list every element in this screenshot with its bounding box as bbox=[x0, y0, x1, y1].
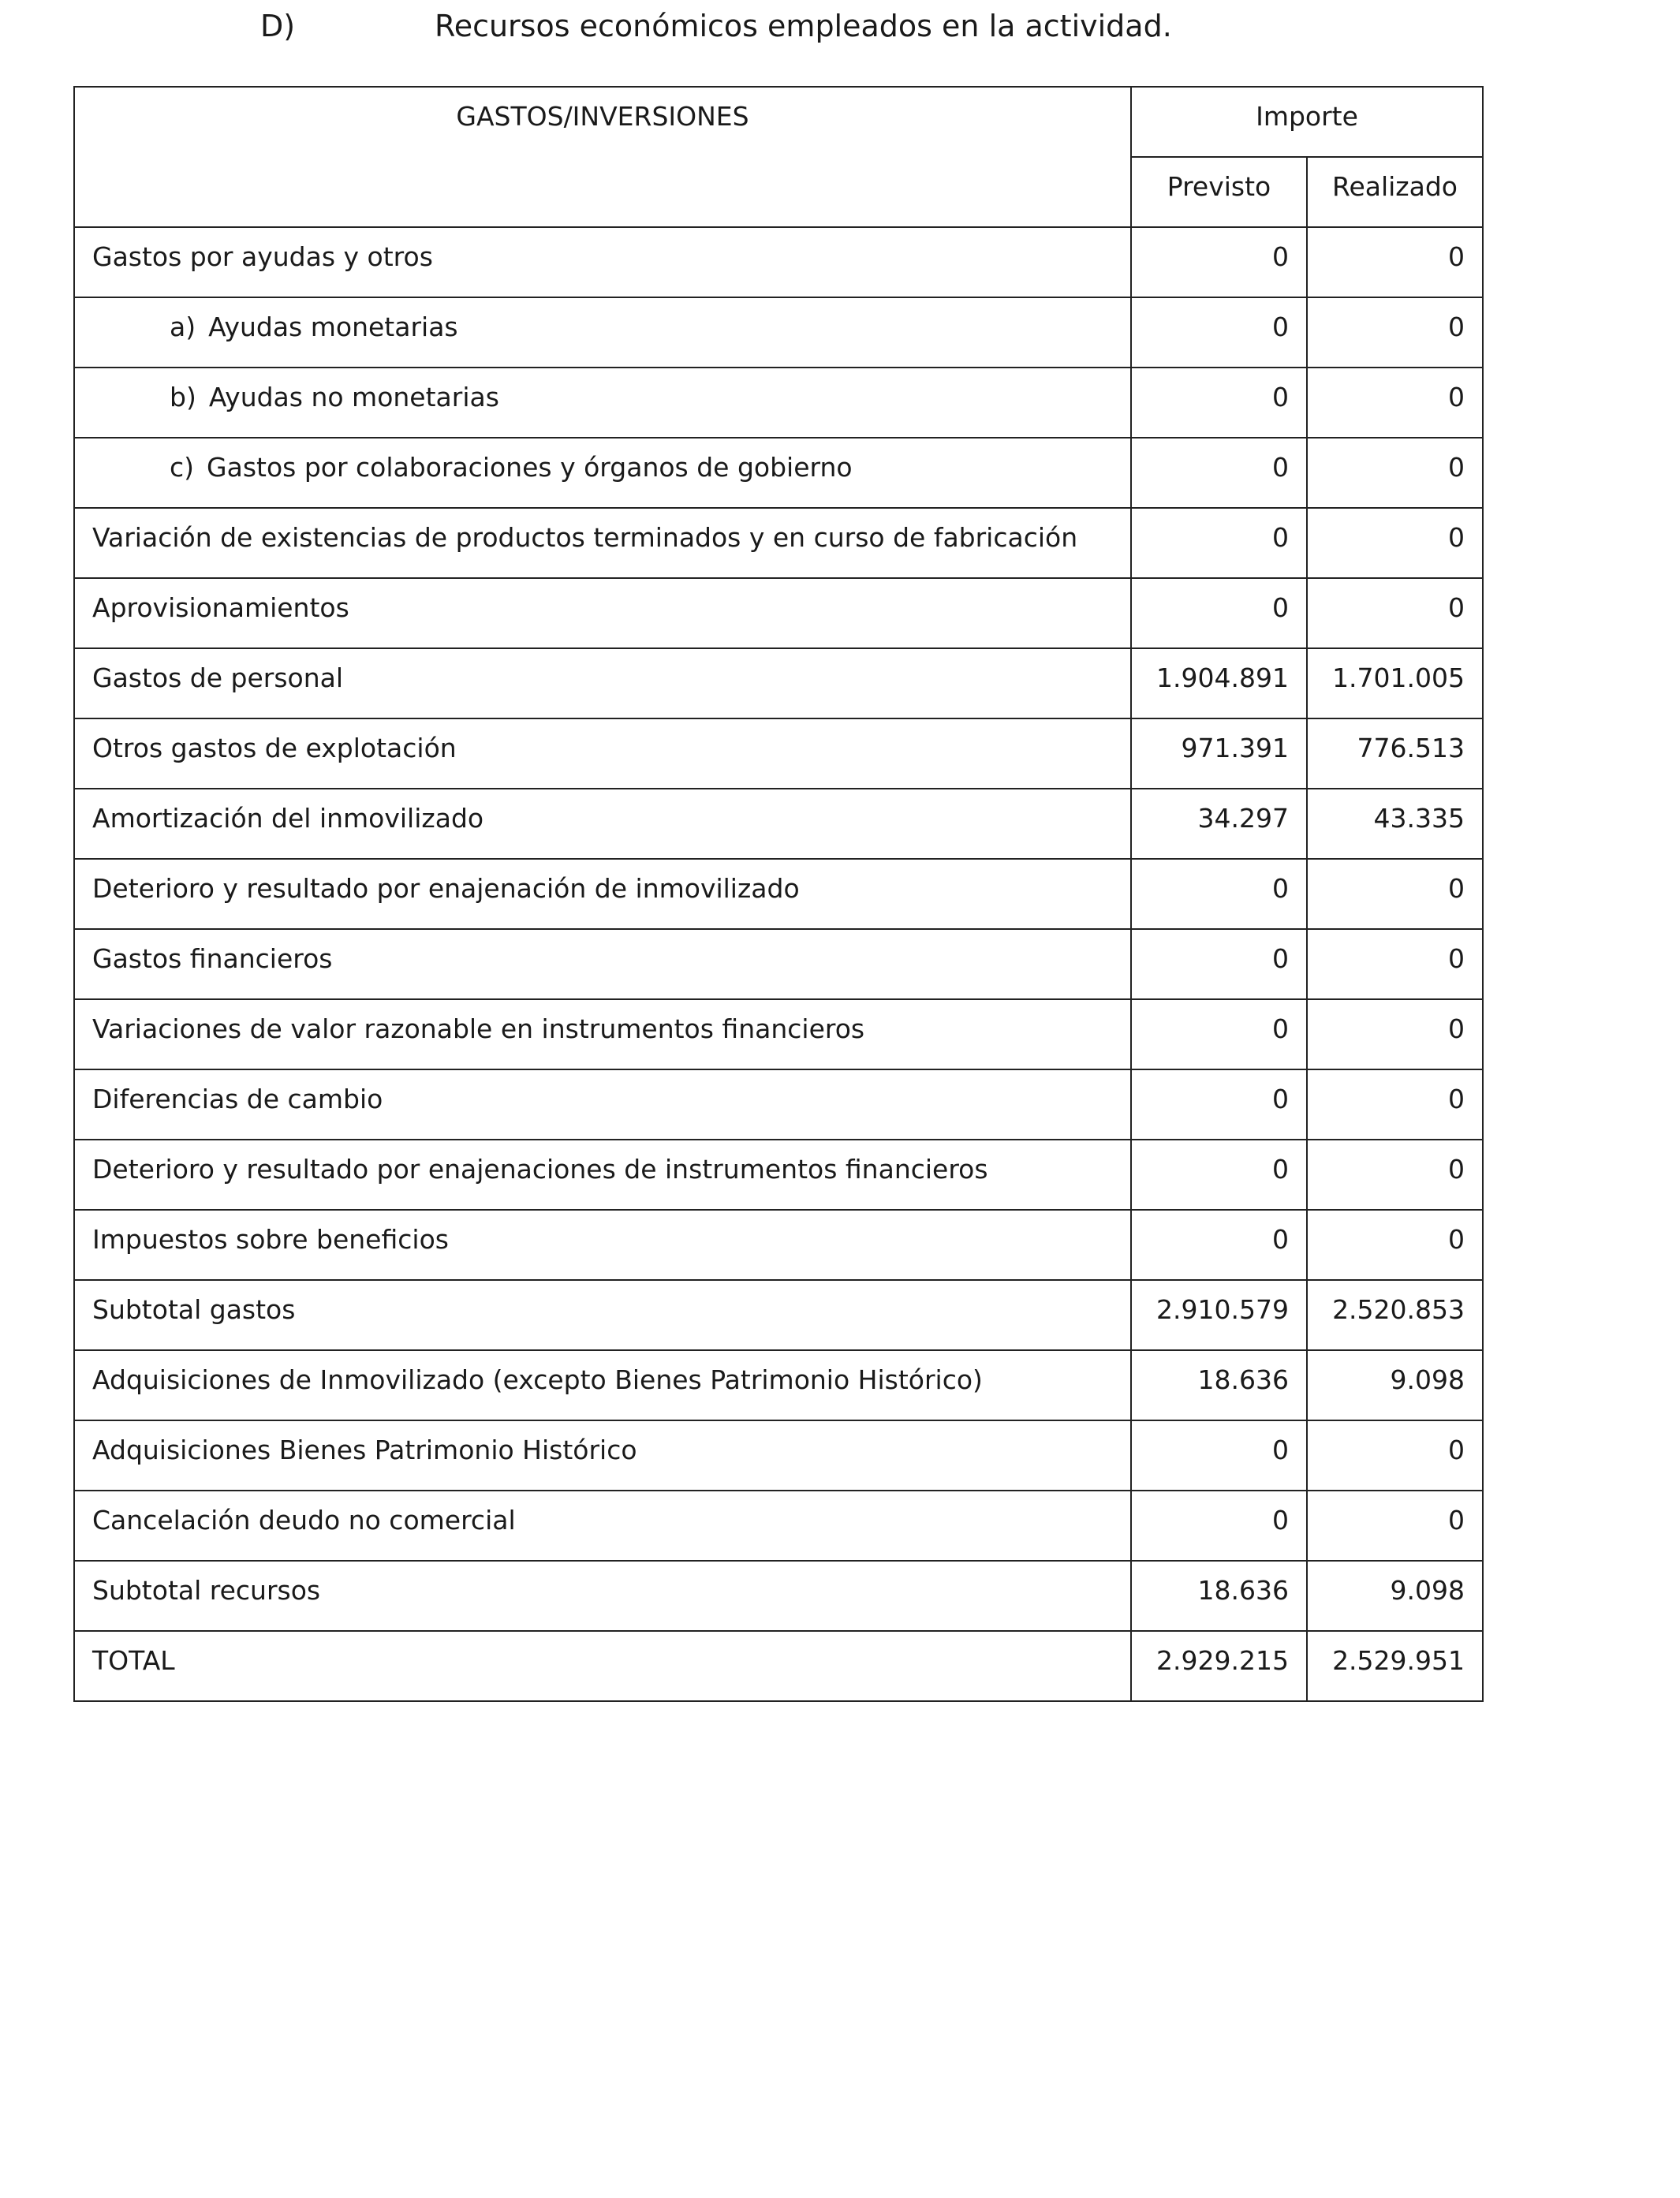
row-label: Adquisiciones Bienes Patrimonio Histórico bbox=[92, 1435, 637, 1465]
row-label-cell bbox=[74, 1140, 1131, 1210]
row-realizado-value: 0 bbox=[1307, 508, 1483, 578]
row-label: Gastos financieros bbox=[92, 943, 333, 974]
row-label: Diferencias de cambio bbox=[92, 1084, 383, 1114]
row-label: Ayudas monetarias bbox=[208, 312, 458, 342]
row-realizado-value: 0 bbox=[1307, 929, 1483, 999]
row-label-cell bbox=[74, 859, 1131, 929]
row-realizado-value: 2.520.853 bbox=[1307, 1280, 1483, 1350]
table-row bbox=[74, 1069, 1483, 1140]
table-row bbox=[74, 1491, 1483, 1561]
row-previsto-value: 0 bbox=[1131, 578, 1307, 648]
row-realizado-value: 0 bbox=[1307, 859, 1483, 929]
table-row bbox=[74, 438, 1483, 508]
row-previsto-value: 2.929.215 bbox=[1131, 1631, 1307, 1701]
row-label-cell bbox=[74, 368, 1131, 438]
table-row bbox=[74, 789, 1483, 859]
row-label: TOTAL bbox=[92, 1645, 175, 1676]
row-label: Amortización del inmovilizado bbox=[92, 803, 484, 834]
row-label-cell bbox=[74, 1069, 1131, 1140]
row-previsto-value: 18.636 bbox=[1131, 1561, 1307, 1631]
table-row bbox=[74, 859, 1483, 929]
row-label-cell bbox=[74, 227, 1131, 297]
row-label: Adquisiciones de Inmovilizado (excepto Bienes Patrimonio Histórico) bbox=[92, 1364, 983, 1395]
row-realizado-value: 9.098 bbox=[1307, 1561, 1483, 1631]
row-realizado-value: 0 bbox=[1307, 297, 1483, 368]
row-previsto-value: 0 bbox=[1131, 368, 1307, 438]
row-previsto-value: 18.636 bbox=[1131, 1350, 1307, 1420]
row-realizado-value: 43.335 bbox=[1307, 789, 1483, 859]
row-previsto-value: 0 bbox=[1131, 297, 1307, 368]
row-label-cell bbox=[74, 929, 1131, 999]
row-previsto-value: 971.391 bbox=[1131, 718, 1307, 789]
row-label-cell bbox=[74, 1491, 1131, 1561]
row-label: Variaciones de valor razonable en instrumentos financieros bbox=[92, 1013, 865, 1044]
row-previsto-value: 0 bbox=[1131, 1140, 1307, 1210]
row-previsto-value: 2.910.579 bbox=[1131, 1280, 1307, 1350]
table-row bbox=[74, 1280, 1483, 1350]
row-label-cell bbox=[74, 578, 1131, 648]
row-label-cell bbox=[74, 1210, 1131, 1280]
table-row bbox=[74, 999, 1483, 1069]
row-previsto-value: 0 bbox=[1131, 1069, 1307, 1140]
row-label-cell bbox=[74, 1280, 1131, 1350]
row-label: Aprovisionamientos bbox=[92, 592, 349, 623]
row-realizado-value: 2.529.951 bbox=[1307, 1631, 1483, 1701]
row-realizado-value: 0 bbox=[1307, 368, 1483, 438]
row-label: Ayudas no monetarias bbox=[208, 382, 499, 412]
row-previsto-value: 0 bbox=[1131, 1420, 1307, 1491]
row-list-marker: c) bbox=[170, 452, 195, 483]
row-label-cell bbox=[74, 1561, 1131, 1631]
row-realizado-value: 0 bbox=[1307, 438, 1483, 508]
row-list-marker: b) bbox=[170, 382, 196, 412]
row-label: Gastos de personal bbox=[92, 662, 344, 693]
table-row bbox=[74, 718, 1483, 789]
row-label: Gastos por ayudas y otros bbox=[92, 241, 433, 272]
row-label: Gastos por colaboraciones y órganos de gobierno bbox=[207, 452, 853, 483]
row-previsto-value: 0 bbox=[1131, 438, 1307, 508]
row-label-cell bbox=[74, 508, 1131, 578]
row-previsto-value: 0 bbox=[1131, 859, 1307, 929]
table-row bbox=[74, 929, 1483, 999]
table-body bbox=[74, 227, 1483, 1701]
row-label: Otros gastos de explotación bbox=[92, 733, 457, 763]
row-label-cell bbox=[74, 1420, 1131, 1491]
row-realizado-value: 0 bbox=[1307, 999, 1483, 1069]
table-row bbox=[74, 1631, 1483, 1701]
table-row bbox=[74, 227, 1483, 297]
row-previsto-value: 0 bbox=[1131, 1210, 1307, 1280]
table-row bbox=[74, 1561, 1483, 1631]
table-row bbox=[74, 508, 1483, 578]
row-realizado-value: 0 bbox=[1307, 1069, 1483, 1140]
row-realizado-value: 0 bbox=[1307, 1210, 1483, 1280]
row-previsto-value: 1.904.891 bbox=[1131, 648, 1307, 718]
row-previsto-value: 0 bbox=[1131, 929, 1307, 999]
header-previsto: Previsto bbox=[1131, 157, 1307, 227]
row-realizado-value: 0 bbox=[1307, 578, 1483, 648]
table-row bbox=[74, 578, 1483, 648]
row-label: Cancelación deudo no comercial bbox=[92, 1505, 516, 1536]
row-realizado-value: 0 bbox=[1307, 227, 1483, 297]
table-header-row bbox=[74, 87, 1483, 157]
header-realizado: Realizado bbox=[1307, 157, 1483, 227]
table-row bbox=[74, 297, 1483, 368]
row-label-cell bbox=[74, 297, 1131, 368]
row-previsto-value: 0 bbox=[1131, 999, 1307, 1069]
table-row bbox=[74, 368, 1483, 438]
row-label-cell bbox=[74, 438, 1131, 508]
header-gastos-inversiones: GASTOS/INVERSIONES bbox=[74, 87, 1131, 227]
row-realizado-value: 9.098 bbox=[1307, 1350, 1483, 1420]
row-list-marker: a) bbox=[170, 312, 196, 342]
row-label-cell bbox=[74, 648, 1131, 718]
row-label-cell bbox=[74, 718, 1131, 789]
section-heading bbox=[0, 6, 1680, 46]
row-label: Subtotal recursos bbox=[92, 1575, 321, 1606]
section-title: Recursos económicos empleados en la actividad. bbox=[435, 9, 1172, 43]
row-realizado-value: 0 bbox=[1307, 1420, 1483, 1491]
table-row bbox=[74, 1350, 1483, 1420]
row-label: Subtotal gastos bbox=[92, 1294, 296, 1325]
row-label-cell bbox=[74, 1350, 1131, 1420]
table-row bbox=[74, 1210, 1483, 1280]
row-label: Impuestos sobre beneficios bbox=[92, 1224, 449, 1255]
row-previsto-value: 0 bbox=[1131, 227, 1307, 297]
row-label-cell bbox=[74, 789, 1131, 859]
row-previsto-value: 0 bbox=[1131, 1491, 1307, 1561]
row-previsto-value: 0 bbox=[1131, 508, 1307, 578]
section-letter: D) bbox=[260, 9, 296, 43]
row-label: Variación de existencias de productos terminados y en curso de fabricación bbox=[92, 522, 1078, 553]
row-realizado-value: 0 bbox=[1307, 1491, 1483, 1561]
table-row bbox=[74, 1140, 1483, 1210]
row-label-cell bbox=[74, 999, 1131, 1069]
row-label: Deterioro y resultado por enajenación de inmovilizado bbox=[92, 873, 800, 904]
row-label: Deterioro y resultado por enajenaciones de instrumentos financieros bbox=[92, 1154, 988, 1185]
table-row bbox=[74, 1420, 1483, 1491]
row-previsto-value: 34.297 bbox=[1131, 789, 1307, 859]
table-row bbox=[74, 648, 1483, 718]
row-realizado-value: 0 bbox=[1307, 1140, 1483, 1210]
row-label-cell bbox=[74, 1631, 1131, 1701]
resources-table bbox=[73, 86, 1484, 1702]
row-realizado-value: 776.513 bbox=[1307, 718, 1483, 789]
header-importe: Importe bbox=[1131, 87, 1483, 157]
row-realizado-value: 1.701.005 bbox=[1307, 648, 1483, 718]
